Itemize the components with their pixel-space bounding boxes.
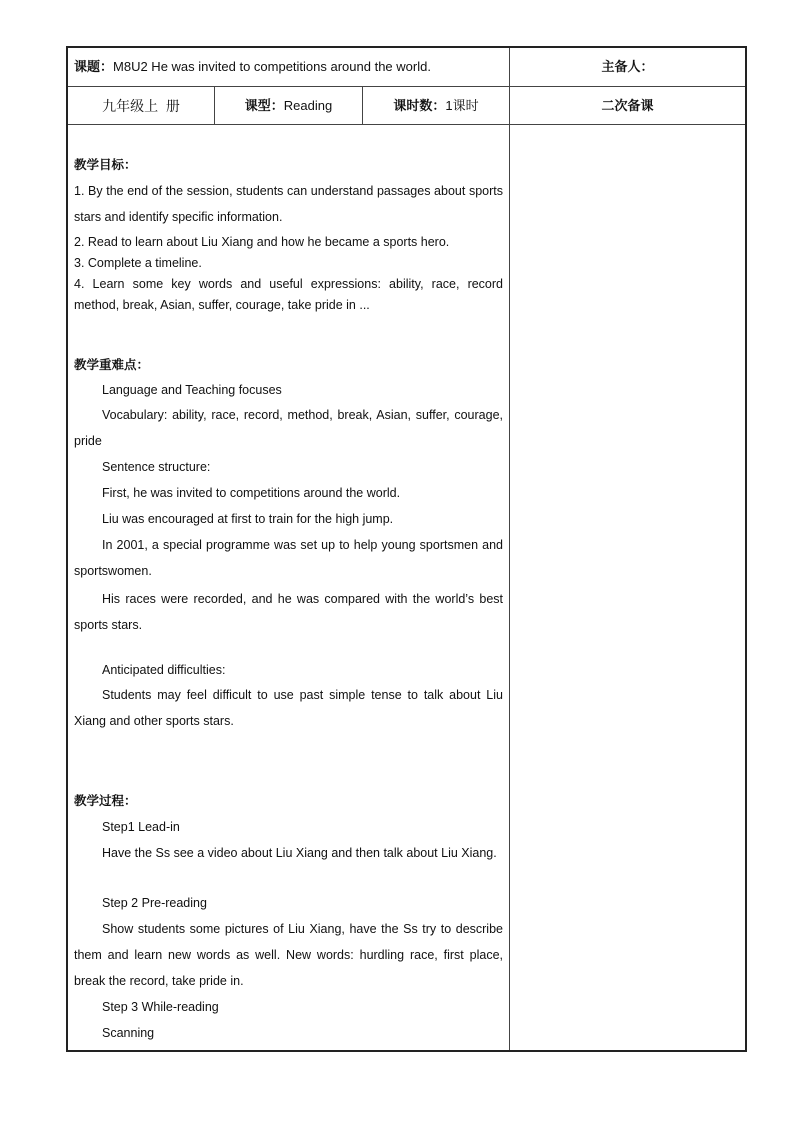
step1-title: Step1 Lead-in: [102, 820, 180, 834]
step3-sub: Scanning: [102, 1026, 155, 1040]
type-cell: [215, 87, 362, 124]
spacer: [74, 734, 503, 788]
objective-item-1: 1. By the end of the session, students can understand passages about sports stars and identify specific information.: [74, 184, 503, 224]
focus-line-6: In 2001, a special programme was set up to help young sportsmen and sportswomen.: [74, 538, 503, 578]
grade-text: 九年级上 册: [102, 97, 180, 114]
topic-label: 课题：: [74, 59, 114, 74]
spacer: [74, 638, 503, 658]
second-prep-label: 二次备课: [601, 97, 654, 113]
step1-text: Have the Ss see a video about Liu Xiang and then talk about Liu Xiang.: [102, 846, 497, 860]
hours-value: 1课时: [445, 97, 479, 113]
grade-cell: [68, 87, 214, 124]
spacer: [74, 316, 503, 352]
focus-line-1: Language and Teaching focuses: [102, 383, 282, 397]
difficulties-text: Students may feel difficult to use past simple tense to talk about Liu Xiang and other sports stars.: [74, 688, 503, 728]
focus-line-3: Sentence structure:: [102, 460, 211, 474]
focus-line-2: Vocabulary: ability, race, record, method, break, Asian, suffer, courage, pride: [74, 408, 503, 448]
topic-value: M8U2 He was invited to competitions around the world.: [113, 59, 431, 74]
step2-title: Step 2 Pre-reading: [102, 896, 207, 910]
lesson-plan-table: [66, 46, 747, 1052]
lesson-content: [74, 152, 503, 1046]
process-heading: 教学过程：: [74, 794, 137, 808]
preparer-label: 主备人：: [601, 59, 654, 74]
difficulties-label: Anticipated difficulties:: [102, 663, 226, 677]
type-label: 课型：: [244, 97, 284, 113]
objective-item-2: 2. Read to learn about Liu Xiang and how he became a sports hero.: [74, 235, 450, 249]
topic-cell: [74, 48, 504, 86]
focus-line-5: Liu was encouraged at first to train for the high jump.: [102, 512, 394, 526]
objectives-heading: 教学目标：: [74, 158, 137, 172]
preparer-cell: [510, 48, 745, 86]
column-divider-main: [509, 48, 510, 1050]
objective-item-4: 4. Learn some key words and useful expressions: ability, race, record method, break, Asian, suffer, courage, take pride in ...: [74, 277, 503, 312]
type-value: Reading: [283, 97, 333, 113]
second-prep-cell: [510, 87, 745, 124]
focus-line-4: First, he was invited to competitions around the world.: [102, 486, 401, 500]
focus-line-7: His races were recorded, and he was compared with the world’s best sports stars.: [74, 592, 503, 632]
hours-cell: [363, 87, 509, 124]
objective-item-3: 3. Complete a timeline.: [74, 256, 202, 270]
hours-label: 课时数：: [393, 97, 446, 113]
step2-text: Show students some pictures of Liu Xiang, have the Ss try to describe them and learn new words as well. New words: hurdling race, first place, break the record, take pride in.: [74, 922, 503, 988]
step3-title: Step 3 While-reading: [102, 1000, 219, 1014]
row-divider-2: [68, 124, 745, 125]
spacer: [74, 866, 503, 890]
focuses-heading: 教学重难点：: [74, 358, 150, 372]
